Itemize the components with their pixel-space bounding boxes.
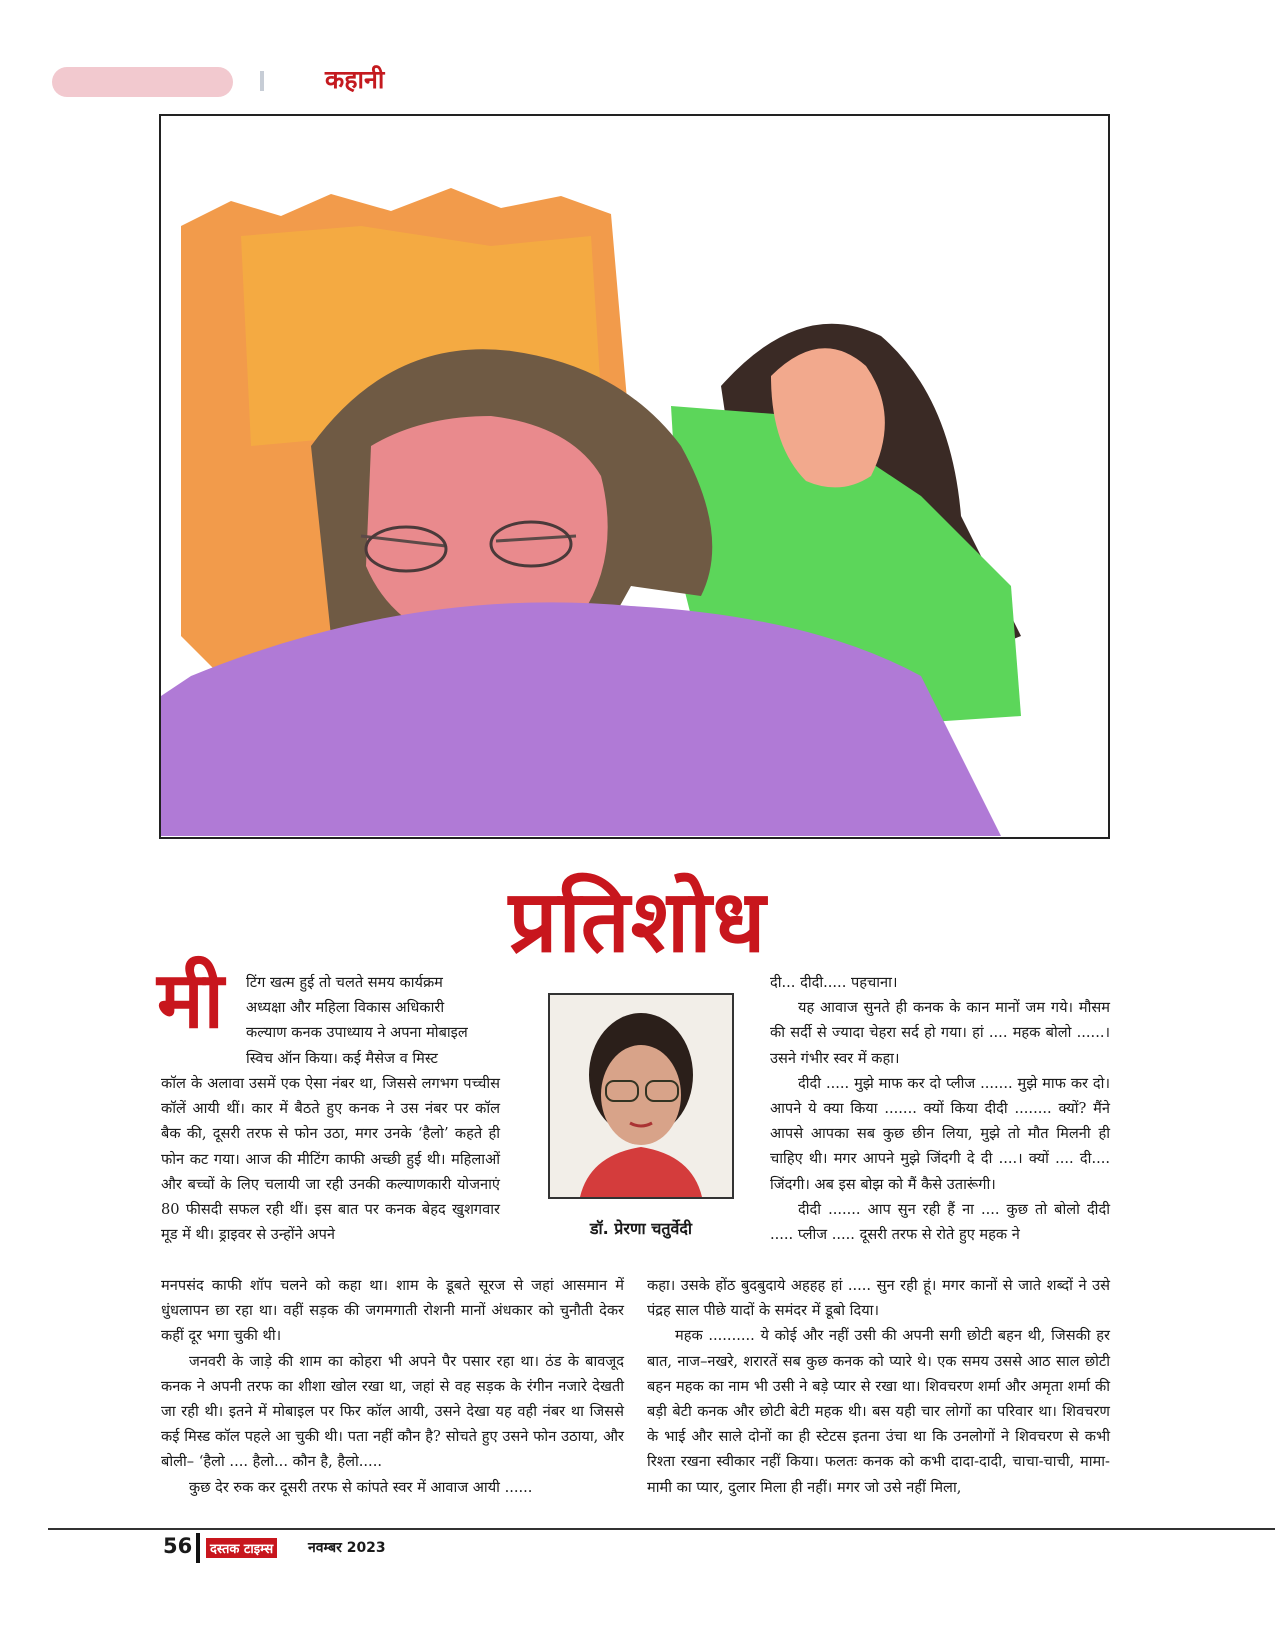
column1-line: टिंग खत्म हुई तो चलते समय कार्यक्रम [246, 974, 443, 991]
paragraph: दीदी ....... आप सुन रही हैं ना .... कुछ तो बोलो दीदी ..... प्लीज ..... दूसरी तरफ से रोते हुए महक ने [770, 1200, 1110, 1244]
author-byline: डॉ. प्रेरणा चतुर्वेदी [589, 1219, 693, 1238]
section-label: कहानी [325, 65, 385, 94]
paragraph: यह आवाज सुनते ही कनक के कान मानों जम गये। मौसम की सर्दी से ज्यादा चेहरा सर्द हो गया। हां .... महक बोलो ......। उसने गंभीर स्वर में कहा। [770, 999, 1110, 1067]
page-number: 56 [163, 1534, 193, 1558]
magazine-logo: दस्तक टाइम्स [206, 1538, 277, 1558]
illustration-art [161, 116, 1108, 837]
paragraph: जनवरी के जाड़े की शाम का कोहरा भी अपने पैर पसार रहा था। ठंड के बावजूद कनक ने अपनी तरफ का शीशा खोल रखा था, जहां से वह सड़क के रंगीन नजारे देखती जा रही थी। इतने में मोबाइल पर फिर कॉल आयी, उसने देखा यह वही नंबर था जिससे कई मिस्ड कॉल पहले आ चुकी थी। पता नहीं कौन है? सोचते हुए उसने फोन उठाया, और बोली– ‘हैलो .... हैलो... कौन है, हैलो..... [161, 1352, 624, 1471]
paragraph: महक .......... ये कोई और नहीं उसी की अपनी सगी छोटी बहन थी, जिसकी हर बात, नाज–नखरे, शरारतें सब कुछ कनक को प्यारे थे। एक समय उससे आठ साल छोटी बहन महक का नाम भी उसी ने बड़े प्यार से रखा था। शिवचरण शर्मा और अमृता शर्मा की बड़ी बेटी कनक और छोटी बेटी महक थी। बस यही चार लोगों का परिवार था। शिवचरण के भाई और साले दोनों का ही स्टेटस इतना उंचा था कि उनलोगों ने शिवचरण से कभी रिश्ता रखना स्वीकार नहीं किया। फलतः कनक को कभी दादा-दादी, चाचा-चाची, मामा-मामी का प्यार, दुलार मिला ही नहीं। मगर जो उसे नहीं मिला, [647, 1327, 1110, 1496]
author-photo [548, 993, 734, 1199]
column1-line: अध्यक्षा और महिला विकास अधिकारी [246, 999, 445, 1017]
column1-wide-text [161, 1273, 624, 1500]
issue-date: नवम्बर 2023 [308, 1540, 386, 1556]
drop-cap: मी [157, 956, 224, 1046]
column1-narrow-text [161, 1071, 500, 1247]
paragraph: दी... दीदी..... पहचाना। [770, 974, 898, 991]
story-title: प्रतिशोध [508, 872, 767, 972]
paragraph: दीदी ..... मुझे माफ कर दो प्लीज ....... मुझे माफ कर दो। आपने ये क्या किया ....... क्यों किया दीदी ........ क्यों? मैंने आपसे आपका सब कुछ छीन लिया, मुझे तो मौत मिलनी ही चाहिए थी। मगर आपने मुझे जिंदगी दे दी ....। क्यों .... दी.... जिंदगी। अब इस बोझ को मैं कैसे उतारूंगी। [770, 1074, 1110, 1193]
column1-line: स्विच ऑन किया। कई मैसेज व मिस्ट [246, 1049, 438, 1067]
story-illustration [159, 114, 1110, 839]
paragraph: कहा। उसके होंठ बुदबुदाये अहहह हां ..... सुन रही हूं। मगर कानों से जाते शब्दों ने उसे पंद्रह साल पीछे यादों के समंदर में डूबो दिया। [647, 1277, 1110, 1320]
paragraph: मनपसंद काफी शॉप चलने को कहा था। शाम के डूबते सूरज से जहां आसमान में धुंधलापन छा रहा था। वहीं सड़क की जगमगाती रोशनी मानों अंधकार को चुनौती देकर कहीं दूर भगा चुकी थी। [161, 1277, 624, 1345]
header-separator [260, 71, 264, 91]
column2-wide-text [647, 1273, 1110, 1500]
paragraph: कॉल के अलावा उसमें एक ऐसा नंबर था, जिससे लगभग पच्चीस कॉलें आयी थीं। कार में बैठते हुए कनक ने उस नंबर पर कॉल बैक की, दूसरी तरफ से फोन उठा, मगर उनके ‘हैलो’ कहते ही फोन कट गया। आज की मीटिंग काफी अच्छी हुई थी। महिलाओं और बच्चों के लिए चलायी जा रही उनकी कल्याणकारी योजनाएं 80 फीसदी सफल रही थीं। इस बात पर कनक बेहद खुशगवार मूड में थी। ड्राइवर से उन्होंने अपने [161, 1075, 500, 1244]
author-portrait [550, 995, 732, 1197]
column2-narrow-text [770, 970, 1110, 1247]
column1-line: कल्याण कनक उपाध्याय ने अपना मोबाइल [246, 1024, 468, 1042]
footer-rule [48, 1528, 1275, 1530]
column1-wrap-text [246, 970, 500, 1071]
header-pill [52, 67, 233, 97]
paragraph: कुछ देर रुक कर दूसरी तरफ से कांपते स्वर में आवाज आयी ...... [189, 1478, 533, 1496]
footer-divider [196, 1533, 200, 1563]
